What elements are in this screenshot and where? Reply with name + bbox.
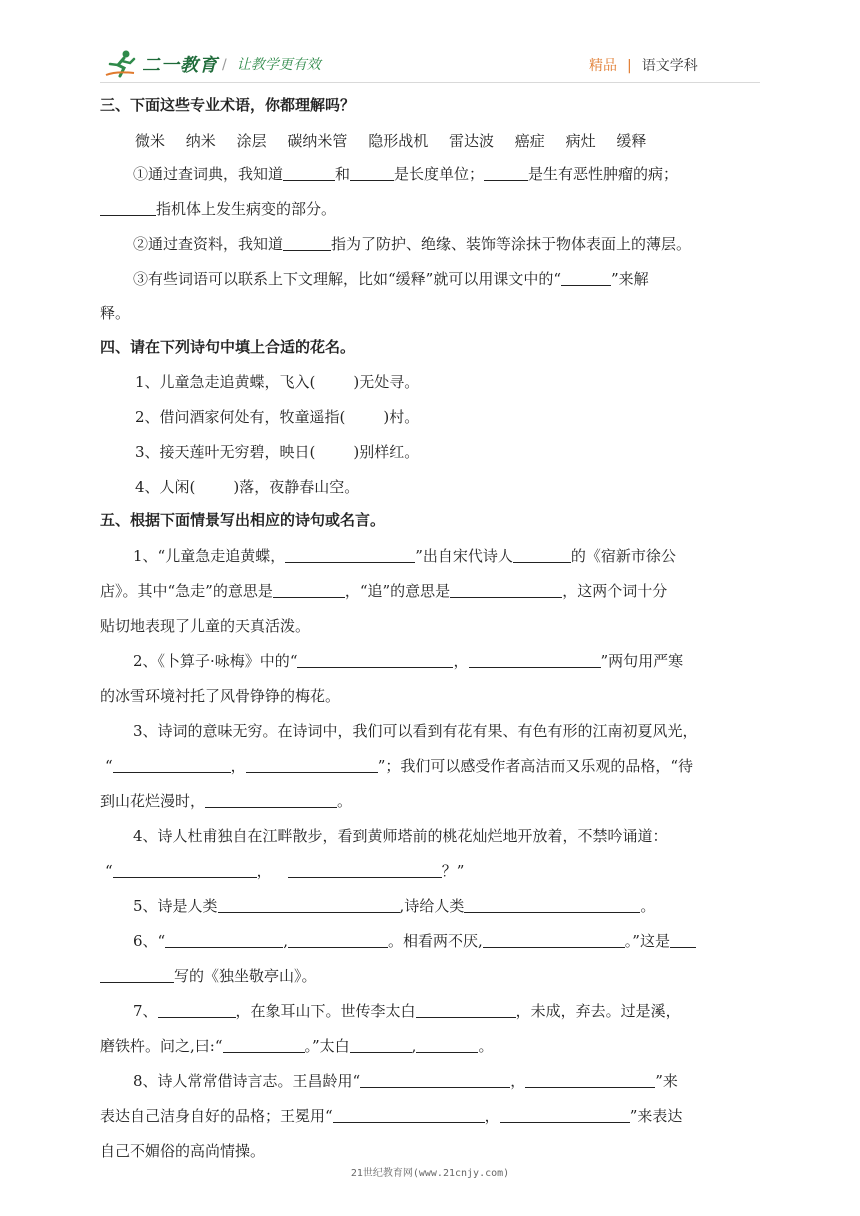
answer-blank[interactable] xyxy=(416,1036,478,1053)
text: 。 xyxy=(640,897,656,915)
answer-blank[interactable] xyxy=(100,199,156,216)
answer-blank[interactable] xyxy=(670,931,696,948)
text: ”来解 xyxy=(611,270,649,288)
text: 2、《卜算子·咏梅》中的“ xyxy=(133,652,298,670)
s5-q5 xyxy=(133,895,655,917)
s5-q8-end: 自己不媚俗的高尚情操。 xyxy=(100,1142,266,1160)
term-item: 隐形战机 xyxy=(368,132,429,150)
text: 6、“ xyxy=(133,932,166,950)
s5-q6 xyxy=(133,930,696,952)
answer-blank[interactable] xyxy=(333,1106,485,1123)
page-footer: 21世纪教育网(www.21cnjy.com) xyxy=(350,1168,510,1179)
s5-q1-end: 贴切地表现了儿童的天真活泼。 xyxy=(100,617,311,635)
logo xyxy=(104,46,218,82)
page-header xyxy=(0,0,860,90)
term-item: 碳纳米管 xyxy=(287,132,348,150)
text: 是生有恶性肿瘤的病； xyxy=(528,165,679,183)
s4-line-3 xyxy=(135,441,419,463)
text: 1、“儿童急走追黄蝶， xyxy=(133,547,286,565)
s5-q7-cont xyxy=(100,1035,493,1057)
text: 。”太白 xyxy=(304,1037,350,1055)
answer-blank[interactable] xyxy=(500,1106,630,1123)
text: 4、人闲( xyxy=(135,478,196,496)
text: 指机体上发生病变的部分。 xyxy=(156,200,337,218)
text: ”来表达 xyxy=(629,1107,683,1125)
text: ”来 xyxy=(655,1072,678,1090)
s5-q1-cont xyxy=(100,580,667,602)
answer-blank[interactable] xyxy=(483,931,625,948)
answer-blank[interactable] xyxy=(246,756,378,773)
s3-question-1 xyxy=(133,163,678,185)
text: 的《宿新市徐公 xyxy=(570,547,676,565)
answer-blank[interactable] xyxy=(469,651,601,668)
text: 店》。其中“急走”的意思是 xyxy=(100,582,273,600)
answer-blank[interactable] xyxy=(450,581,562,598)
text: ， xyxy=(230,757,246,775)
text: ，“追”的意思是 xyxy=(344,582,451,600)
text: 3、接天莲叶无穷碧，映日( xyxy=(135,443,316,461)
answer-blank[interactable] xyxy=(223,1036,305,1053)
text: 到山花烂漫时， xyxy=(100,792,206,810)
text: ①通过查词典，我知道 xyxy=(133,165,284,183)
s5-q2 xyxy=(133,650,683,672)
answer-blank[interactable] xyxy=(100,966,174,983)
answer-blank[interactable] xyxy=(285,546,415,563)
text: ， xyxy=(510,1072,526,1090)
s5-q8 xyxy=(133,1070,678,1092)
text: , xyxy=(283,932,288,950)
text: 。相看两不厌, xyxy=(388,932,483,950)
text: ③有些词语可以联系上下文理解，比如“缓释”就可以用课文中的“ xyxy=(133,270,562,288)
answer-blank[interactable] xyxy=(288,931,388,948)
text: 2、借问酒家何处有，牧童遥指( xyxy=(135,408,346,426)
header-divider xyxy=(100,82,760,83)
answer-blank[interactable] xyxy=(283,234,331,251)
s5-q3: 3、诗词的意味无穷。在诗词中，我们可以看到有花有果、有色有形的江南初夏风光， xyxy=(133,722,698,740)
answer-blank[interactable] xyxy=(113,861,257,878)
text: 指为了防护、绝缘、装饰等涂抹于物体表面上的薄层。 xyxy=(331,235,692,253)
slogan: / 让教学更有效 xyxy=(222,57,321,73)
term-item: 缓释 xyxy=(616,132,647,150)
text: 。”这是 xyxy=(624,932,670,950)
s3-question-3-cont: 释。 xyxy=(100,304,131,322)
text: 磨铁杵。问之,曰:“ xyxy=(100,1037,223,1055)
text: ”；我们可以感受作者高洁而又乐观的品格，“待 xyxy=(377,757,694,775)
answer-blank[interactable] xyxy=(297,651,453,668)
slogan-text: 让教学更有效 xyxy=(236,57,321,73)
text: )落，夜静春山空。 xyxy=(233,478,360,496)
section-5-title: 五、根据下面情景写出相应的诗句或名言。 xyxy=(100,511,386,529)
s3-question-3 xyxy=(133,268,649,290)
subject-tag: 精品 | 语文学科 xyxy=(589,58,698,74)
answer-blank[interactable] xyxy=(273,581,345,598)
answer-blank[interactable] xyxy=(350,164,394,181)
s5-q4-cont xyxy=(105,860,464,882)
answer-blank[interactable] xyxy=(288,861,442,878)
answer-blank[interactable] xyxy=(283,164,335,181)
text: 1、儿童急走追黄蝶，飞入( xyxy=(135,373,316,391)
answer-blank[interactable] xyxy=(218,896,400,913)
text: “ xyxy=(105,757,113,775)
text: ， xyxy=(453,652,469,670)
s5-q6-cont xyxy=(100,965,317,987)
s5-q1 xyxy=(133,545,676,567)
quality-badge: 精品 xyxy=(589,58,617,74)
s4-line-1 xyxy=(135,371,419,393)
text: ,诗给人类 xyxy=(399,897,465,915)
section-4-title: 四、请在下列诗句中填上合适的花名。 xyxy=(100,338,356,356)
logo-text: 二一教育 xyxy=(142,55,218,76)
answer-blank[interactable] xyxy=(513,546,571,563)
runner-logo-icon xyxy=(104,49,140,79)
answer-blank[interactable] xyxy=(416,1001,516,1018)
text: )别样红。 xyxy=(353,443,420,461)
text: ，在象耳山下。世传李太白 xyxy=(235,1002,416,1020)
s4-line-4 xyxy=(135,476,359,498)
text: 。 xyxy=(337,792,353,810)
text: 表达自己洁身自好的品格；王冕用“ xyxy=(100,1107,333,1125)
answer-blank[interactable] xyxy=(360,1071,510,1088)
answer-blank[interactable] xyxy=(464,896,640,913)
subject-label: 语文学科 xyxy=(641,58,698,74)
s5-q3-end xyxy=(100,790,352,812)
section-3-title: 三、下面这些专业术语，你都理解吗？ xyxy=(100,96,356,114)
text: 7、 xyxy=(133,1002,158,1020)
text: ，未成，弃去。过是溪， xyxy=(515,1002,681,1020)
text: , xyxy=(411,1037,417,1055)
text: 写的《独坐敬亭山》。 xyxy=(174,967,317,985)
term-list xyxy=(135,130,662,152)
text: 8、诗人常常借诗言志。王昌龄用“ xyxy=(133,1072,361,1090)
s4-line-2 xyxy=(135,406,419,428)
s5-q4: 4、诗人杜甫独自在江畔散步，看到黄师塔前的桃花灿烂地开放着，不禁吟诵道： xyxy=(133,827,668,845)
answer-blank[interactable] xyxy=(350,1036,412,1053)
answer-blank[interactable] xyxy=(205,791,337,808)
term-item: 涂层 xyxy=(236,132,267,150)
s5-q2-cont: 的冰雪环境衬托了风骨铮铮的梅花。 xyxy=(100,687,341,705)
text: ？” xyxy=(441,862,465,880)
s3-question-1-cont xyxy=(100,198,336,220)
s5-q3-cont xyxy=(105,755,693,777)
answer-blank[interactable] xyxy=(484,164,528,181)
answer-blank[interactable] xyxy=(113,756,231,773)
text: ，这两个词十分 xyxy=(562,582,668,600)
answer-blank[interactable] xyxy=(561,269,611,286)
text: ， xyxy=(256,862,272,880)
answer-blank[interactable] xyxy=(158,1001,236,1018)
term-item: 雷达波 xyxy=(448,132,494,150)
text: ， xyxy=(484,1107,500,1125)
answer-blank[interactable] xyxy=(525,1071,655,1088)
answer-blank[interactable] xyxy=(165,931,283,948)
s5-q7 xyxy=(133,1000,681,1022)
text: ”两句用严寒 xyxy=(600,652,684,670)
term-item: 纳米 xyxy=(185,132,216,150)
text: 。 xyxy=(478,1037,494,1055)
text: ”出自宋代诗人 xyxy=(415,547,513,565)
text: )无处寻。 xyxy=(353,373,420,391)
s5-q8-cont xyxy=(100,1105,682,1127)
text: 和 xyxy=(335,165,351,183)
text: 5、诗是人类 xyxy=(133,897,218,915)
term-item: 病灶 xyxy=(565,132,596,150)
term-item: 癌症 xyxy=(514,132,545,150)
text: 是长度单位； xyxy=(394,165,485,183)
text: )村。 xyxy=(383,408,420,426)
term-item: 微米 xyxy=(135,132,166,150)
text: “ xyxy=(105,862,113,880)
text: ②通过查资料，我知道 xyxy=(133,235,284,253)
s3-question-2 xyxy=(133,233,691,255)
